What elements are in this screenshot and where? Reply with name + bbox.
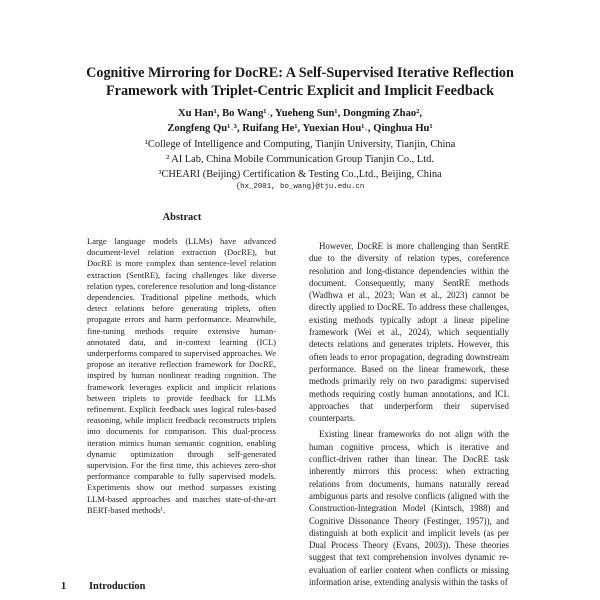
section-title: Introduction xyxy=(89,581,146,592)
affiliation-2: ² AI Lab, China Mobile Communication Group Tianjin Co., Ltd. xyxy=(166,154,434,165)
abstract-heading: Abstract xyxy=(162,212,202,223)
section-heading-introduction xyxy=(61,581,281,592)
paper-title xyxy=(40,64,560,100)
affiliation-1: ¹College of Intelligence and Computing, Tianjin University, Tianjin, China xyxy=(144,139,456,150)
right-column-body xyxy=(309,240,509,588)
title-line-2: Framework with Triplet-Centric Explicit and Implicit Feedback xyxy=(105,83,494,99)
abstract-text: Large language models (LLMs) have advanced document-level relation extraction (DocRE), but DocRE is more complex than sentence-level relation extraction (SentRE), facing challenges like diverse relation types, coreference resolution and long-distance dependencies. Traditional pipeline methods, which detect relations before generating triplets, often propagate errors and harm performance. Meanwhile, fine-tuning methods require extensive human-annotated data, and in-context learning (ICL) underperforms compared to supervised approaches. We propose an iterative reflection framework for DocRE, inspired by human nonlinear reading cognition. The framework leverages explicit and implicit relations between triplets to provide feedback for LLMs refinement. Explicit feedback uses logical rules-based reasoning, while implicit feedback reconstructs triplets into documents for comparison. This dual-process iteration mimics human semantic cognition, enabling dynamic optimization through self-generated supervision. For the first time, this achieves zero-shot performance comparable to fully supervised models. Experiments show our method surpasses existing LLM-based approaches and matches state-of-the-art BERT-based methods¹. xyxy=(87,236,276,515)
title-line-1: Cognitive Mirroring for DocRE: A Self-Supervised Iterative Reflection xyxy=(86,65,514,81)
authors-line-2: Zongfeng Qu¹˒³, Ruifang He¹, Yuexian Hou¹˒, Qinghua Hu¹ xyxy=(167,123,433,134)
affiliation-3: ³CHEARI (Beijing) Certification & Testing Co.,Ltd., Beijing, China xyxy=(158,169,442,180)
author-list xyxy=(40,106,560,136)
affiliations xyxy=(40,137,560,182)
authors-line-1: Xu Han¹, Bo Wang¹˒, Yueheng Sun¹, Dongming Zhao², xyxy=(178,108,422,119)
section-number: 1 xyxy=(61,581,67,592)
body-paragraph-2: Existing linear frameworks do not align with the human cognitive process, which is iterative and conflict-driven rather than linear. The DocRE task inherently mirrors this process: when extracting relations from documents, humans naturally reread ambiguous parts and resolve conflicts (aligned with the Construction-Integration Model (Kintsch, 1988) and Cognitive Dissonance Theory (Festinger, 1957)), and distinguish at both explicit and implicit levels (as per Dual Process Theory (Evans, 2003)). These theories suggest that text comprehension involves dynamic re-evaluation of earlier content when conflicts or missing information arise, extending analysis within the tasks of xyxy=(309,429,509,588)
contact-email: {hx_2001, bo_wang}@tju.edu.cn xyxy=(235,183,365,191)
body-paragraph-1: However, DocRE is more challenging than SentRE due to the diversity of relation types, coreference resolution and long-distance dependencies within the document. Consequently, many SentRE methods (Wadhwa et al., 2023; Wan et al., 2023) cannot be directly applied to DocRE. To address these challenges, existing methods typically adopt a linear pipeline framework (Wei et al., 2024), which sequentially detects relations and generates triplets. However, this often leads to error propagation, degrading downstream performance. Based on the linear framework, these methods primarily rely on two paradigms: supervised methods requiring costly human annotations, and ICL approaches that underperform their supervised counterparts. xyxy=(309,241,509,424)
